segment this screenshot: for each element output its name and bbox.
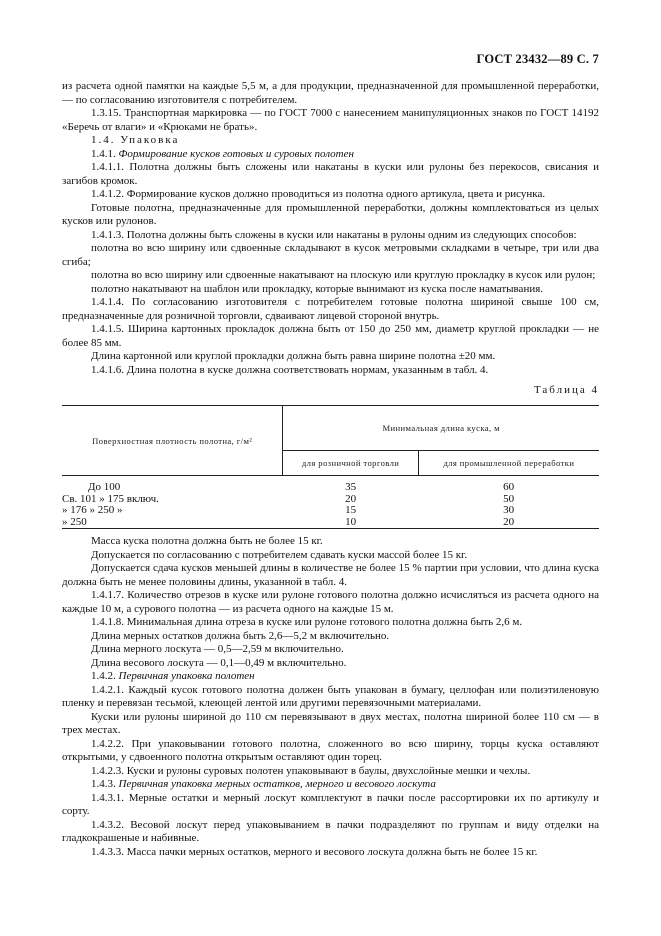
paragraph: 1.4.1.3. Полотна должны быть сложены в куски или накатаны в рулоны одним из следующих способов: [91, 228, 577, 241]
paragraph: полотна во всю ширину или сдвоенные накатывают на плоскую или круглую прокладку в кусок или рулон; [91, 269, 596, 281]
paragraph [62, 148, 599, 162]
table-header-density: Поверхностная плотность полотна, г/м² [62, 406, 283, 476]
section-title: Первичная упаковка мерных остатков, мерного и весового лоскута [118, 778, 436, 790]
paragraph: 1.4.1.4. По согласованию изготовителя с потребителем готовые полотна шириной свыше 100 см, предназначенные для розничной торговли, сдваивают лицевой стороной внутрь. [62, 296, 599, 322]
row-industrial-value: 60 [503, 481, 515, 493]
row-retail-value: 20 [345, 492, 357, 505]
paragraph: 1.4.3.2. Весовой лоскут перед упаковыванием в пачки подразделяют по группам и виду отделки на гладкокрашеные и набивные. [62, 818, 599, 844]
paragraph: 1.4.3.3. Масса пачки мерных остатков, мерного и весового лоскута должна быть не более 15 кг. [91, 845, 538, 858]
paragraph: Допускается по согласованию с потребителем сдавать куски массой более 15 кг. [91, 548, 468, 561]
paragraph: полотно накатывают на шаблон или прокладку, которые вынимают из куска после наматывания. [91, 282, 544, 295]
paragraph: 1.4. Упаковка [91, 134, 180, 146]
page-header: ГОСТ 23432—89 С. 7 [476, 52, 599, 66]
paragraph: Масса куска полотна должна быть не более 15 кг. [91, 535, 323, 547]
table-header-industrial: для промышленной переработки [418, 451, 599, 476]
section-title: Формирование кусков готовых и суровых полотен [118, 147, 354, 160]
paragraph: 1.4.2.1. Каждый кусок готового полотна должен быть упакован в бумагу, целлофан или полиэтиленовую пленку и перевязан тесьмой, клеющей лентой или другими перевязочными материалами. [62, 683, 599, 709]
row-retail-value: 15 [345, 504, 357, 516]
table-header-retail: для розничной торговли [283, 451, 418, 476]
section-number: 1.4.3. [91, 778, 119, 790]
paragraph: Куски или рулоны шириной до 110 см перевязывают в двух местах, полотна шириной более 110 см — в трех местах. [62, 710, 599, 736]
paragraph: полотна во всю ширину или сдвоенные складывают в кусок метровыми складками в четыре, три или два сгиба; [62, 242, 599, 268]
row-density-label: » 176 » 250 » [62, 504, 123, 516]
paragraph [62, 670, 599, 684]
paragraph: Готовые полотна, предназначенные для промышленной переработки, должны комплектоваться из целых кусков или рулонов. [62, 201, 599, 227]
table-4 [62, 405, 599, 529]
table-row [62, 505, 599, 517]
paragraph: 1.4.1.8. Минимальная длина отреза в куске или рулоне готового полотна должна быть 2,6 м. [91, 616, 523, 628]
row-industrial-value: 20 [418, 517, 599, 529]
table-header-min-length: Минимальная длина куска, м [283, 406, 599, 451]
row-density-label: До 100 [88, 481, 121, 493]
paragraph: 1.4.3.1. Мерные остатки и мерный лоскут комплектуют в пачки после рассортировки их по артикулу и сорту. [62, 791, 599, 817]
paragraphs-top [62, 80, 599, 377]
paragraph: 1.4.1.1. Полотна должны быть сложены или накатаны в куски или рулоны без перекосов, свисания и загибов кромок. [62, 161, 599, 187]
paragraph: 1.3.15. Транспортная маркировка — по ГОСТ 7000 с нанесением манипуляционных знаков по ГОСТ 14192 «Беречь от влаги» и «Крюками не брать». [62, 107, 599, 133]
paragraph [62, 778, 599, 792]
paragraph: Допускается сдача кусков меньшей длины в количестве не более 15 % партии при условии, что длина куска должна быть не менее половины длины, указанной в табл. 4. [62, 562, 599, 588]
paragraphs-bottom [62, 535, 599, 859]
row-density-label: » 250 [62, 517, 283, 529]
row-density-label: Св. 101 » 175 включ. [62, 492, 159, 505]
document-body [62, 80, 599, 859]
section-title: Первичная упаковка полотен [118, 670, 255, 682]
paragraph: 1.4.2.2. При упаковывании готового полотна, сложенного во всю ширину, торцы куска оставляют открытыми, у сдвоенного полотна открытым оставляют один торец. [62, 737, 599, 763]
section-number: 1.4.1. [91, 147, 119, 160]
table-row [62, 476, 599, 494]
paragraph: 1.4.1.2. Формирование кусков должно проводиться из полотна одного артикула, цвета и рисунка. [91, 188, 546, 200]
paragraph: Длина мерных остатков должна быть 2,6—5,2 м включительно. [91, 629, 390, 642]
row-industrial-value: 50 [503, 492, 515, 505]
paragraph: из расчета одной памятки на каждые 5,5 м, а для продукции, предназначенной для промышленной переработки, — по согласованию изготовителя с потребителем. [62, 80, 599, 106]
paragraph: Длина картонной или круглой прокладки должна быть равна ширине полотна ±20 мм. [91, 350, 496, 362]
row-industrial-value: 30 [503, 504, 515, 516]
paragraph: 1.4.1.5. Ширина картонных прокладок должна быть от 150 до 250 мм, диаметр круглой прокладки — не более 85 мм. [62, 323, 599, 349]
table-body [62, 476, 599, 529]
paragraph: 1.4.1.7. Количество отрезов в куске или рулоне готового полотна должно исчисляться из расчета одного на каждые 10 м, а сурового полотна — из расчета одного на каждые 15 м. [62, 589, 599, 615]
table-caption: Таблица 4 [533, 384, 599, 396]
paragraph: 1.4.2.3. Куски и рулоны суровых полотен упаковывают в баулы, двухслойные мешки и чехлы. [91, 764, 531, 777]
row-retail-value: 35 [345, 481, 357, 493]
paragraph: 1.4.1.6. Длина полотна в куске должна соответствовать нормам, указанным в табл. 4. [91, 363, 489, 376]
paragraph: Длина мерного лоскута — 0,5—2,59 м включительно. [91, 643, 344, 655]
section-number: 1.4.2. [91, 670, 119, 682]
table-row [62, 517, 599, 529]
table-row [62, 494, 599, 506]
row-retail-value: 10 [283, 517, 418, 529]
paragraph: Длина весового лоскута — 0,1—0,49 м включительно. [91, 656, 347, 669]
